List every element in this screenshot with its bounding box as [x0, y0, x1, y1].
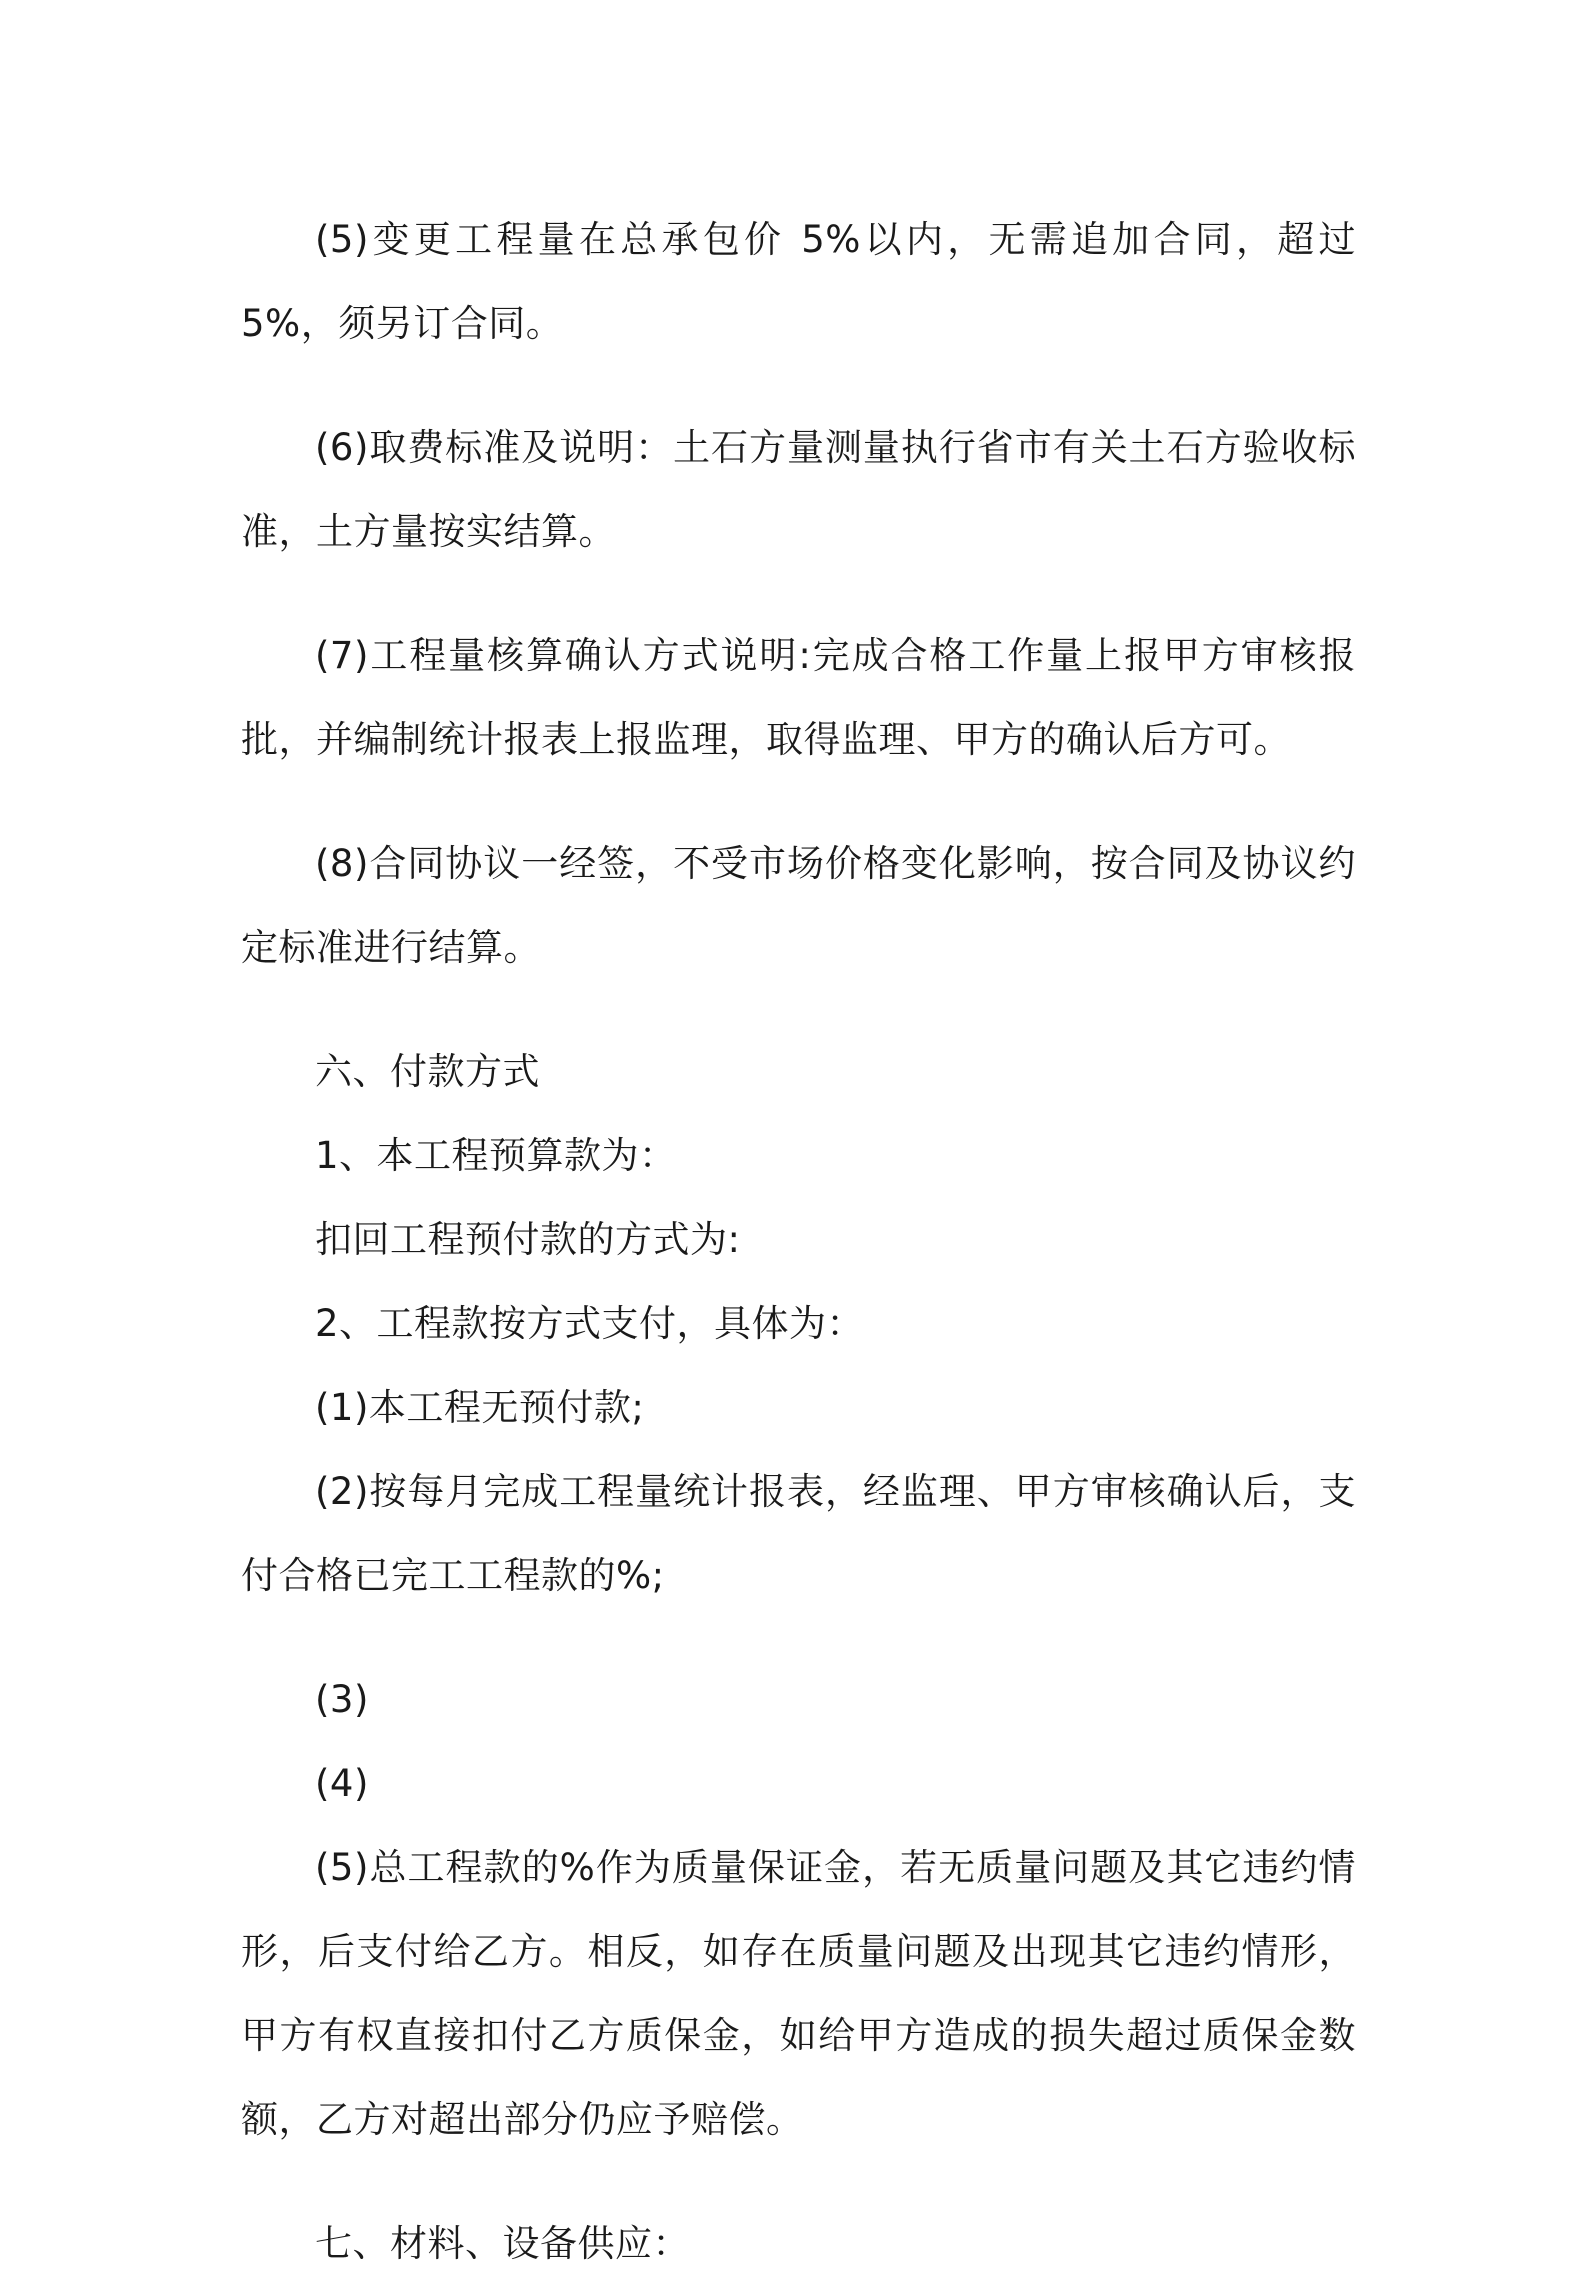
paragraph-budget-amount: 1、本工程预算款为：: [315, 1134, 677, 1177]
paragraph-monthly-payment: (2)按每月完成工程量统计报表，经监理、甲方审核确认后，支付合格已完工工程款的%;: [241, 1470, 1356, 1597]
section-heading-payment-method: 六、付款方式: [315, 1050, 540, 1093]
section-heading-material-supply: 七、材料、设备供应：: [315, 2222, 690, 2265]
paragraph-payment-terms: 2、工程款按方式支付，具体为：: [315, 1302, 865, 1345]
paragraph-item-3: (3): [315, 1678, 369, 1721]
paragraph-6-fee-standard: (6)取费标准及说明：土石方量测量执行省市有关土石方验收标准，土方量按实结算。: [241, 426, 1356, 553]
paragraph-no-advance: (1)本工程无预付款;: [315, 1386, 645, 1429]
paragraph-7-quantity-confirmation: (7)工程量核算确认方式说明:完成合格工作量上报甲方审核报批，并编制统计报表上报监理，取得监理、甲方的确认后方可。: [241, 634, 1356, 761]
paragraph-advance-deduction: 扣回工程预付款的方式为:: [315, 1218, 741, 1261]
paragraph-5-change-quantity: (5)变更工程量在总承包价 5%以内，无需追加合同，超过 5%，须另订合同。: [241, 218, 1356, 345]
document-body: [241, 198, 1356, 2286]
paragraph-item-4: (4): [315, 1762, 369, 1805]
paragraph-8-agreement-settlement: (8)合同协议一经签，不受市场价格变化影响，按合同及协议约定标准进行结算。: [241, 842, 1356, 969]
paragraph-quality-guarantee: (5)总工程款的%作为质量保证金，若无质量问题及其它违约情形，后支付给乙方。相反，如存在质量问题及出现其它违约情形，甲方有权直接扣付乙方质保金，如给甲方造成的损失超过质保金数额，乙方对超出部分仍应予赔偿。: [241, 1846, 1356, 2141]
